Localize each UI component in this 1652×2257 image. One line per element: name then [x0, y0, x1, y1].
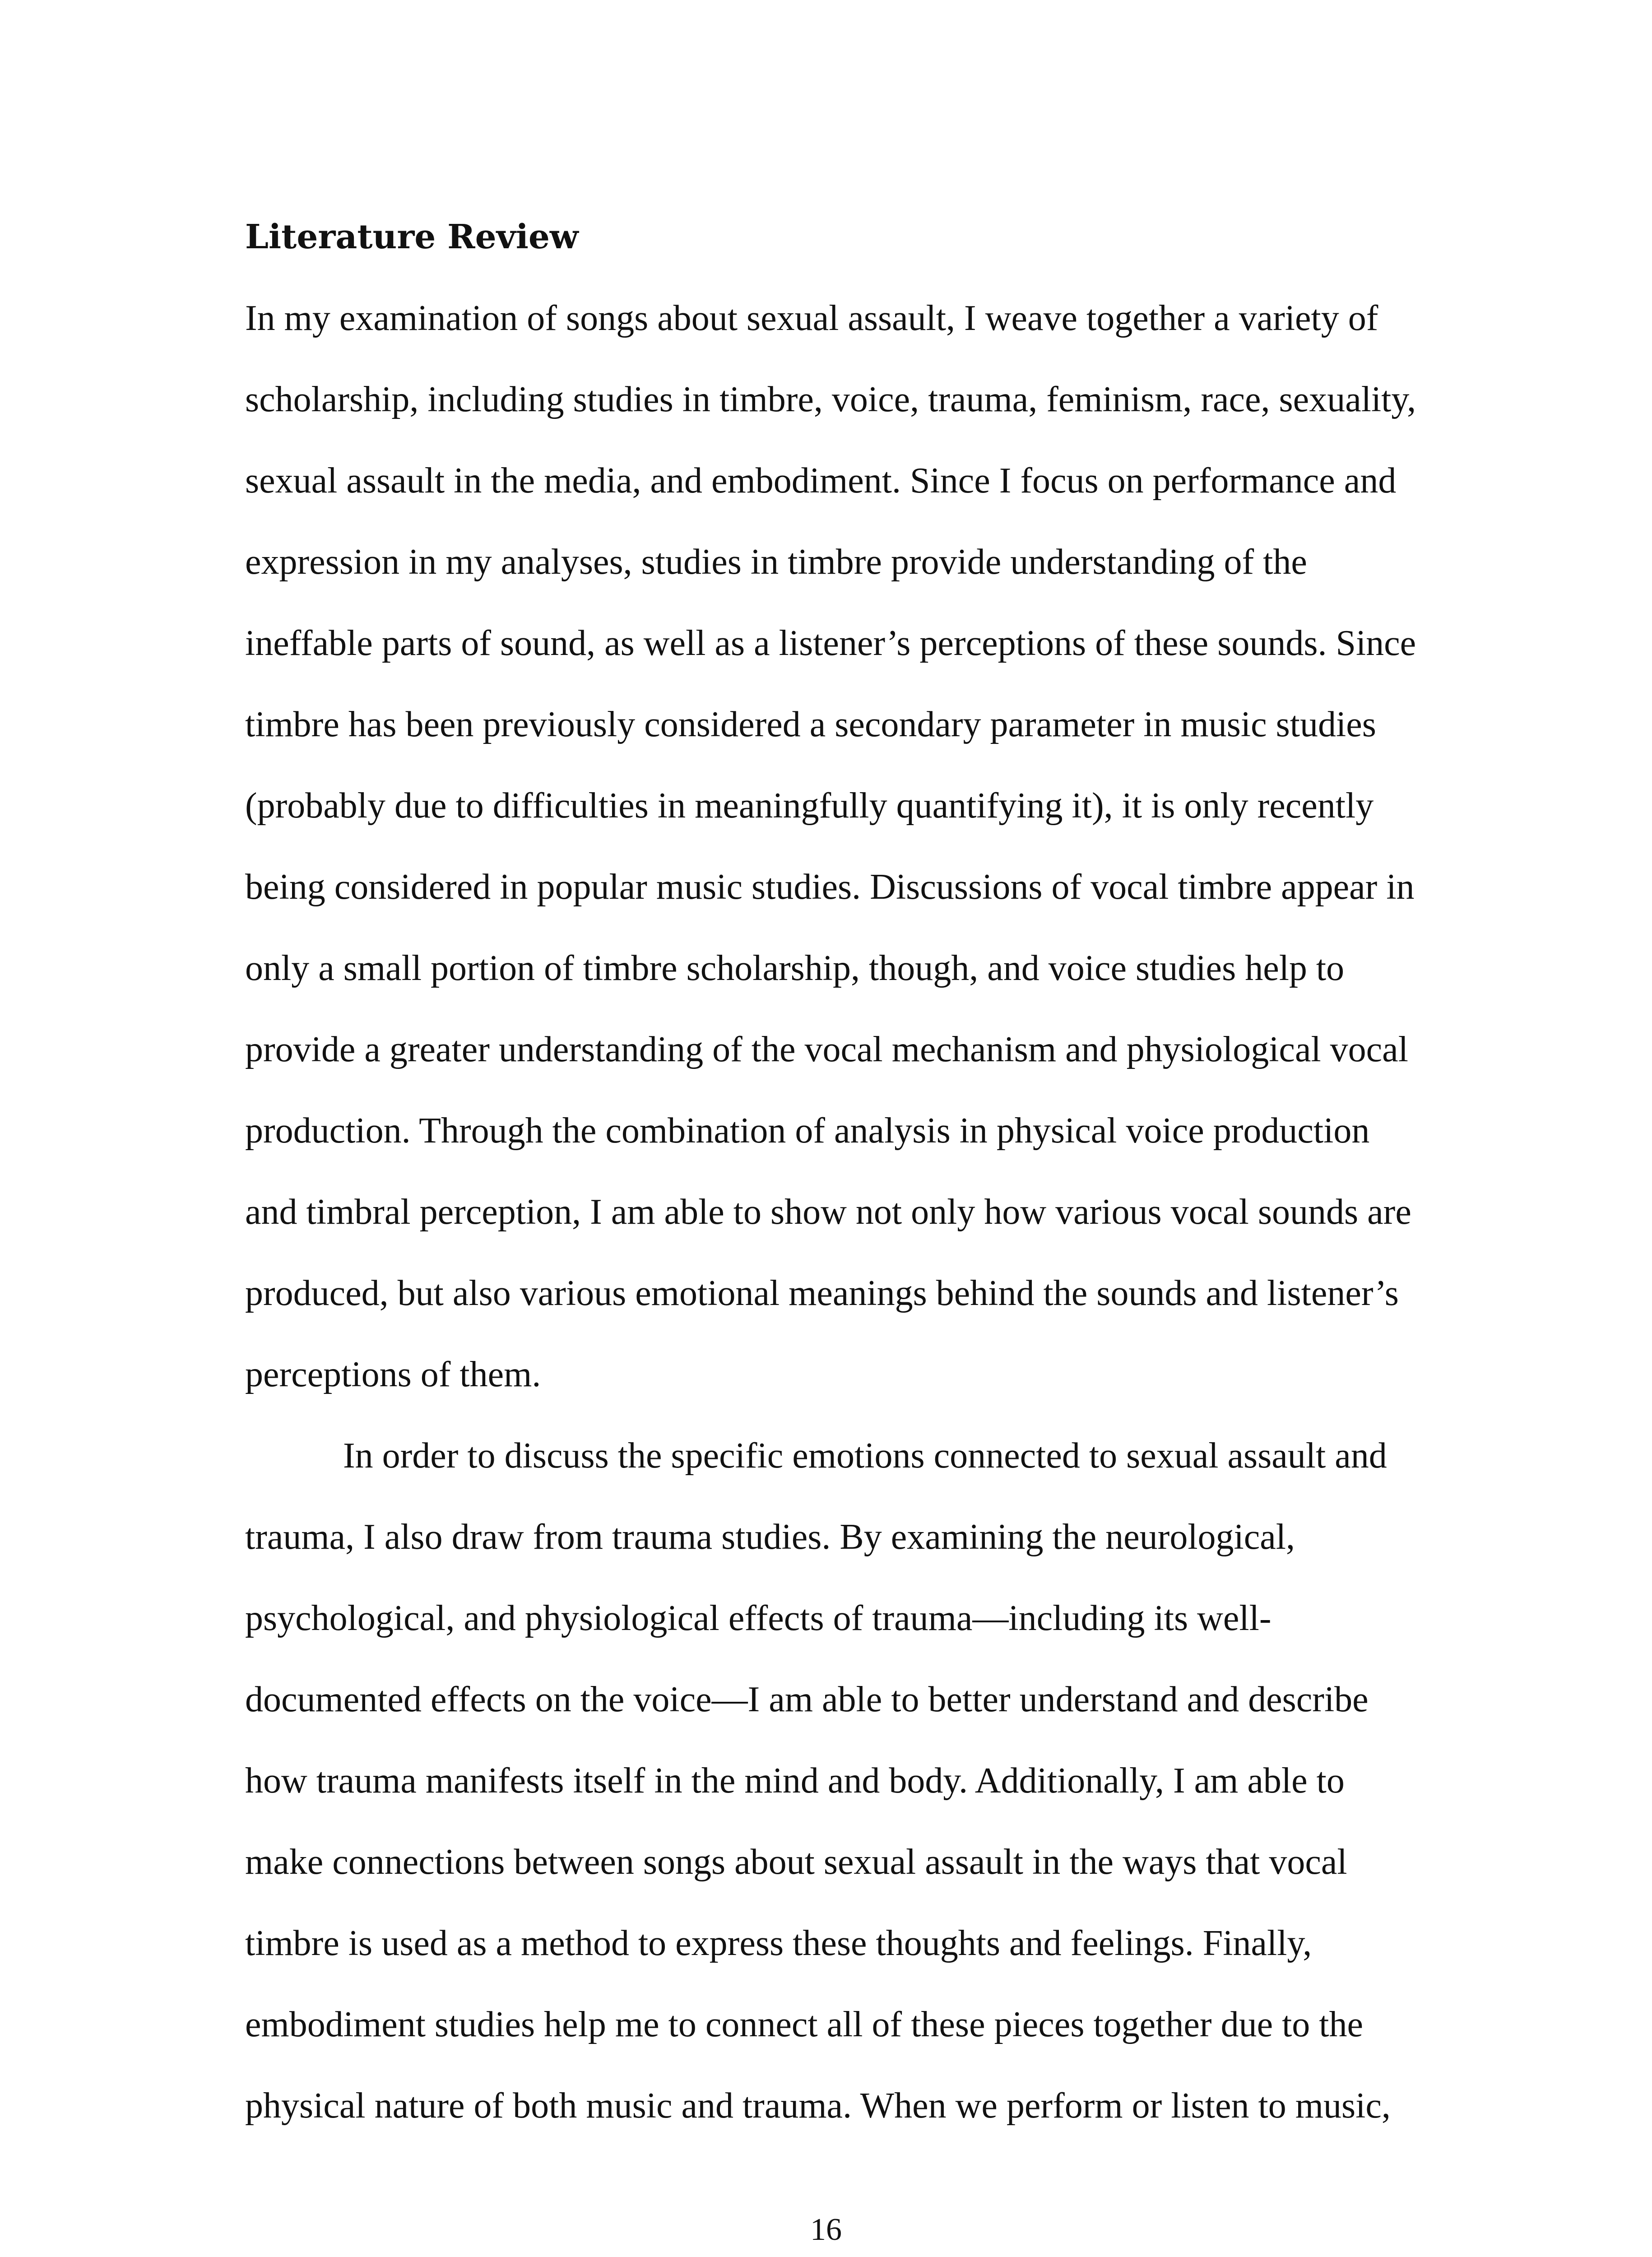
section-heading: Literature Review	[245, 218, 579, 256]
page-number: 16	[810, 2212, 842, 2247]
text-line: physical nature of both music and trauma. When we perform or listen to music,	[245, 2086, 1391, 2126]
text-line: produced, but also various emotional meanings behind the sounds and listener’s	[245, 1273, 1399, 1313]
text-line: make connections between songs about sexual assault in the ways that vocal	[245, 1842, 1347, 1882]
text-line: production. Through the combination of analysis in physical voice production	[245, 1111, 1370, 1151]
text-line: perceptions of them.	[245, 1355, 541, 1394]
text-line: documented effects on the voice—I am able to better understand and describe	[245, 1680, 1369, 1719]
text-line: and timbral perception, I am able to show not only how various vocal sounds are	[245, 1192, 1411, 1232]
text-line: ineffable parts of sound, as well as a listener’s perceptions of these sounds. Since	[245, 623, 1416, 663]
text-line: trauma, I also draw from trauma studies. By examining the neurological,	[245, 1517, 1295, 1557]
text-line: psychological, and physiological effects of trauma—including its well-	[245, 1598, 1271, 1638]
text-line: how trauma manifests itself in the mind and body. Additionally, I am able to	[245, 1761, 1345, 1801]
text-line: timbre is used as a method to express these thoughts and feelings. Finally,	[245, 1923, 1312, 1963]
text-line: only a small portion of timbre scholarship, though, and voice studies help to	[245, 948, 1345, 988]
text-line: In order to discuss the specific emotions connected to sexual assault and	[343, 1436, 1387, 1476]
text-line: provide a greater understanding of the vocal mechanism and physiological vocal	[245, 1030, 1408, 1069]
text-line: expression in my analyses, studies in timbre provide understanding of the	[245, 542, 1307, 582]
text-line: scholarship, including studies in timbre, voice, trauma, feminism, race, sexuality,	[245, 380, 1416, 419]
text-line: (probably due to difficulties in meaningfully quantifying it), it is only recently	[245, 786, 1374, 826]
text-line: embodiment studies help me to connect all of these pieces together due to the	[245, 2005, 1364, 2044]
text-line: being considered in popular music studies. Discussions of vocal timbre appear in	[245, 867, 1415, 907]
text-line: timbre has been previously considered a secondary parameter in music studies	[245, 705, 1376, 744]
text-line: In my examination of songs about sexual assault, I weave together a variety of	[245, 298, 1378, 338]
text-line: sexual assault in the media, and embodiment. Since I focus on performance and	[245, 461, 1397, 501]
